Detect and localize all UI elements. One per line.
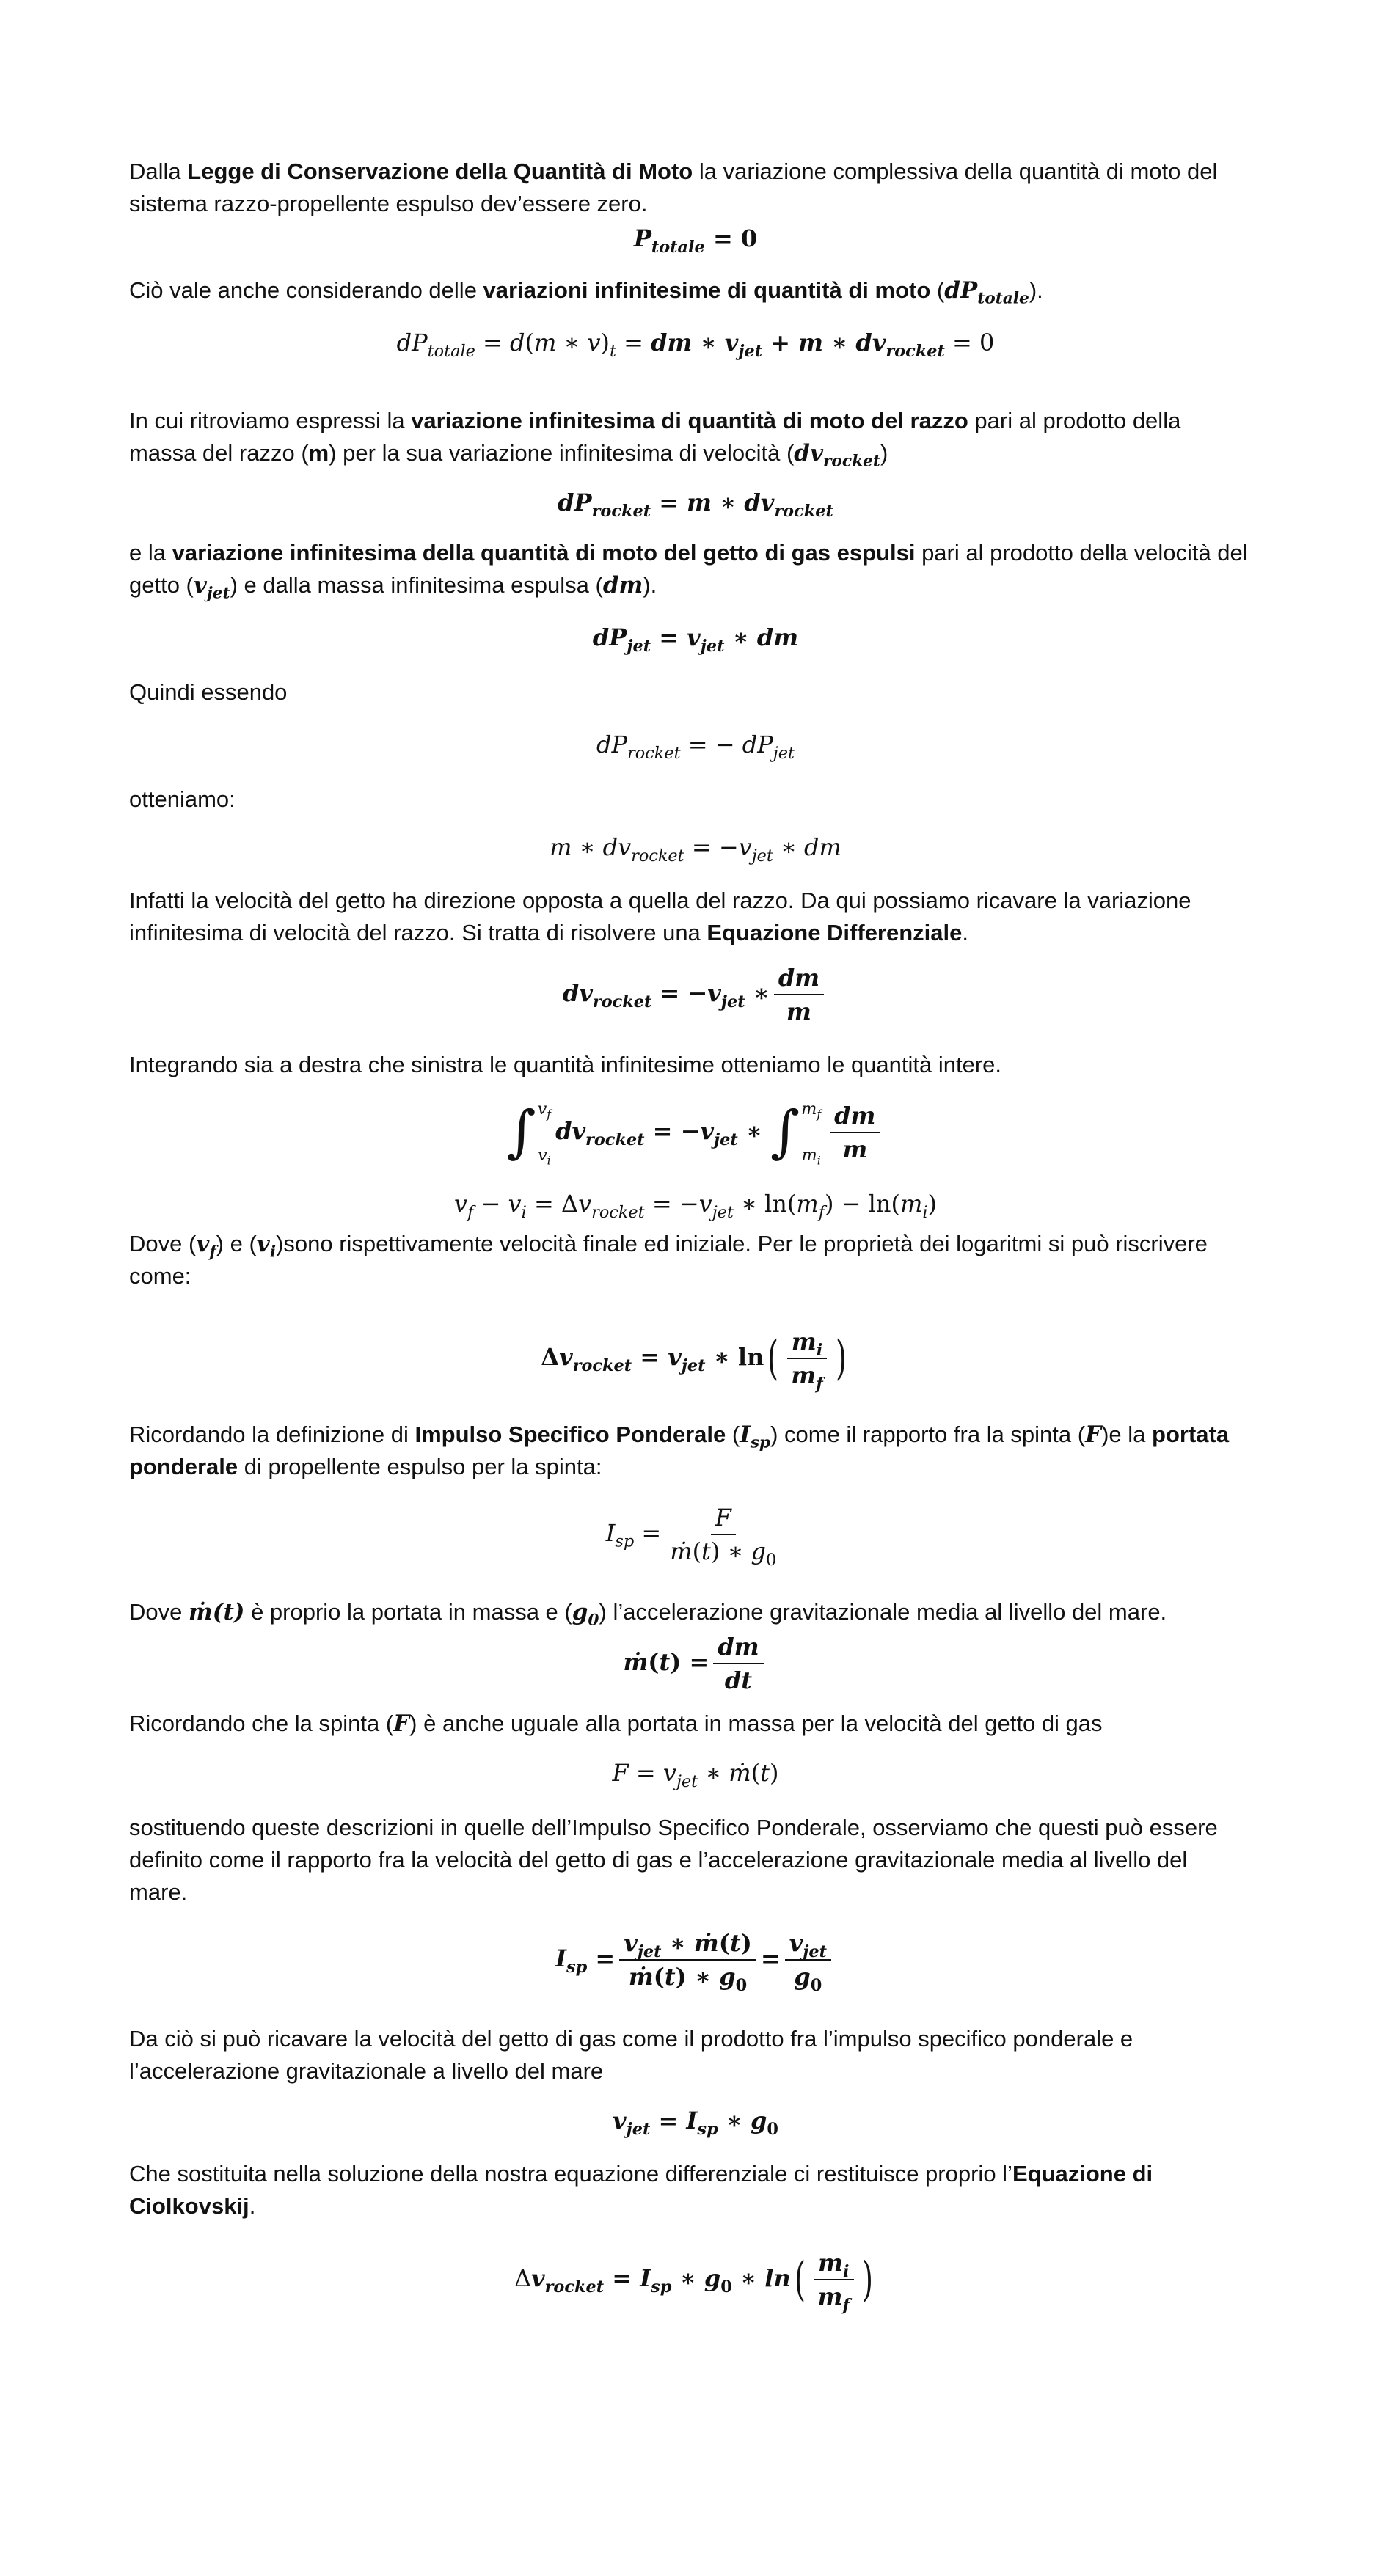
equation-dp-rocket: $dP_{rocket} = m$ ∗ $dv_{rocket}$ (558, 489, 833, 521)
bold-term: m (308, 440, 329, 466)
text: ). (1029, 277, 1043, 303)
text: ( (930, 277, 945, 303)
equation-dp-totale: $dP_{totale} = d(m$ ∗ $v)_t$ = dm ∗ $v_{jet} + m$ ∗ $dv_{rocket} = 0$ (396, 329, 995, 361)
text: Dove ( (129, 1231, 197, 1256)
equation-isp-definition: $I_{sp}$ = $\frac{F}{ṁ(t) ∗ g_0}$ (605, 1504, 777, 1570)
paragraph-infinitesimal: Ciò vale anche considerando delle variazioni infinitesime di quantità di moto $(dP_{totale})$. (129, 277, 1043, 308)
paragraph-mass-flow: Dove ṁ(t) è proprio la portata in massa e $(g_0)$ l’accelerazione gravitazionale media al livello del mare. (129, 1599, 1167, 1630)
text: ) e dalla massa infinitesima espulsa ( (230, 572, 603, 598)
equation-isp-simplified: $I_{sp}$ = $\frac{v_{jet} ∗ ṁ(t)}{ṁ(t) ∗ g_0}$ = $\frac{v_{jet}}{g_0}$ (0, 1929, 1391, 1991)
text: . (249, 2193, 256, 2219)
equation-velocity-difference: $v_f - v_i = \Delta v_{rocket} = -v_{jet}$ ∗ $\ln(m_f) - \ln(m_i)$ (454, 1190, 937, 1222)
paragraph-substitution: sostituendo queste descrizioni in quelle dell’Impulso Specifico Ponderale, osserviamo che questi può essere definito come il rapporto fra la velocità del getto di gas e l’accelerazione gravitazionale media al livello del mare. (129, 1815, 1218, 1905)
equation-momentum-balance: m ∗ $dv_{rocket} = -v_{jet}$ ∗ dm (550, 833, 841, 866)
text: Dove (129, 1599, 189, 1625)
text: è proprio la portata in massa e ( (244, 1599, 572, 1625)
paragraph-differential-equation (129, 885, 1252, 949)
text: la variazione complessiva della quantità di moto del sistema razzo-propellente espulso dev’essere zero. (129, 158, 1218, 216)
text: come il rapporto fra la spinta ( (778, 1421, 1086, 1447)
equation-rocket-equals-minus-jet: $dP_{rocket}$ = − $dP_{jet}$ (596, 731, 795, 763)
paragraph-integrating: Integrando sia a destra che sinistra le quantità infinitesime otteniamo le quantità intere. (129, 1052, 1002, 1077)
equation-mass-flow: ṁ(t) = $\frac{dm}{dt}$ (0, 1633, 1391, 1695)
equation-dv-rocket: $dv_{rocket} = -v_{jet}$ ∗ $\frac{dm}{m}$ (0, 964, 1391, 1026)
text: Infatti la velocità del getto ha direzione opposta a quella del razzo. Da qui possiamo ricavare la variazione infinitesima di velocità del razzo. Si tratta di risolvere una (129, 888, 1191, 945)
bold-term: variazione infinitesima di quantità di moto del razzo (411, 408, 968, 433)
text: Ciò vale anche considerando delle (129, 277, 483, 303)
text: . (962, 920, 969, 945)
equation-thrust: $F = v_{jet}$ ∗ ṁ(t) (612, 1759, 779, 1791)
equation-delta-v-log: $\Delta v_{rocket} = v_{jet}$ ∗ ln( $\frac{m_i}{m_f}$ ) (541, 1328, 847, 1394)
bold-term: Equazione Differenziale (707, 920, 963, 945)
text: ) l’accelerazione gravitazionale media al livello del mare. (599, 1599, 1167, 1625)
paragraph-conservation-law (129, 155, 1252, 220)
paragraph-final-initial: Dove $(v_f)$ e $(v_i)sono$ rispettivamente velocità finale ed iniziale. Per le proprietà dei logaritmi si può riscrivere come: (129, 1231, 1208, 1289)
text: Ricordando che la spinta ( (129, 1710, 394, 1736)
paragraph-specific-impulse: Ricordando la definizione di Impulso Specifico Ponderale $(I_{sp})$ come il rapporto fra la spinta (F)e la portata ponderale di propellente espulso per la spinta: (129, 1421, 1230, 1479)
equation-ciolkovskij: $\Delta v_{rocket} = I_{sp}$ ∗ $g_0$ ∗ ln( $\frac{m_i}{m_f}$ ) (514, 2249, 874, 2316)
text: Dalla (129, 158, 188, 184)
text: Ricordando la definizione di (129, 1421, 415, 1447)
text: ) per la sua variazione infinitesima di velocità ( (329, 440, 795, 466)
text: ). (643, 572, 657, 598)
bold-term: Equazione di Ciolkovskij (129, 2161, 1153, 2219)
equation-dp-jet: $dP_{jet} = v_{jet}$ ∗ dm (592, 623, 799, 656)
text: )sono rispettivamente velocità finale ed iniziale. Per le proprietà dei logaritmi si può riscrivere come: (129, 1231, 1208, 1289)
text: Che sostituita nella soluzione della nostra equazione differenziale ci restituisce proprio l’ (129, 2161, 1012, 2187)
equation-jet-velocity: $v_{jet} = I_{sp}$ ∗ $g_0$ (613, 2107, 778, 2139)
text: e la (129, 540, 172, 566)
equation-p-totale: $P_{totale} = 0$ (633, 224, 758, 257)
text: pari al prodotto della velocità del getto ( (129, 540, 1248, 598)
equation-integrals: ∫ $v_f$ $v_i$ $dv_{rocket} = -v_{jet}$ ∗ ∫ $m_f$ $m_i$ $\frac{dm}{m}$ (0, 1099, 1391, 1166)
paragraph-jet-variation: e la variazione infinitesima della quantità di moto del getto di gas espulsi pari al prodotto della velocità del getto $(v_{jet})$ e dalla massa infinitesima espulsa (dm). (129, 540, 1248, 603)
bold-term: Impulso Specifico Ponderale (415, 1421, 726, 1447)
text: In cui ritroviamo espressi la (129, 408, 412, 433)
paragraph-jet-velocity: Da ciò si può ricavare la velocità del getto di gas come il prodotto fra l’impulso specifico ponderale e l’accelerazione gravitazionale a livello del mare (129, 2026, 1133, 2084)
paragraph-rocket-variation: In cui ritroviamo espressi la variazione infinitesima di quantità di moto del razzo pari al prodotto della massa del razzo (m) per la sua variazione infinitesima di velocità $(dv_{rocket})$ (129, 408, 1181, 471)
bold-term: Legge di Conservazione della Quantità di Moto (187, 158, 693, 184)
paragraph-otteniamo: otteniamo: (129, 786, 236, 812)
bold-term: variazione infinitesima della quantità di moto del getto di gas espulsi (172, 540, 916, 566)
bold-term: portata ponderale (129, 1421, 1230, 1479)
paragraph-thrust: Ricordando che la spinta (F) è anche uguale alla portata in massa per la velocità del getto di gas (129, 1710, 1103, 1737)
text: ) è anche uguale alla portata in massa per la velocità del getto di gas (409, 1710, 1103, 1736)
text: pari al prodotto della massa del razzo ( (129, 408, 1181, 466)
text: di propellente espulso per la spinta: (238, 1454, 602, 1479)
text: )e la (1101, 1421, 1153, 1447)
text: ) e ( (216, 1231, 257, 1256)
paragraph-quindi: Quindi essendo (129, 679, 288, 705)
bold-term: variazioni infinitesime di quantità di moto (483, 277, 931, 303)
paragraph-ciolkovskij (129, 2158, 1252, 2222)
